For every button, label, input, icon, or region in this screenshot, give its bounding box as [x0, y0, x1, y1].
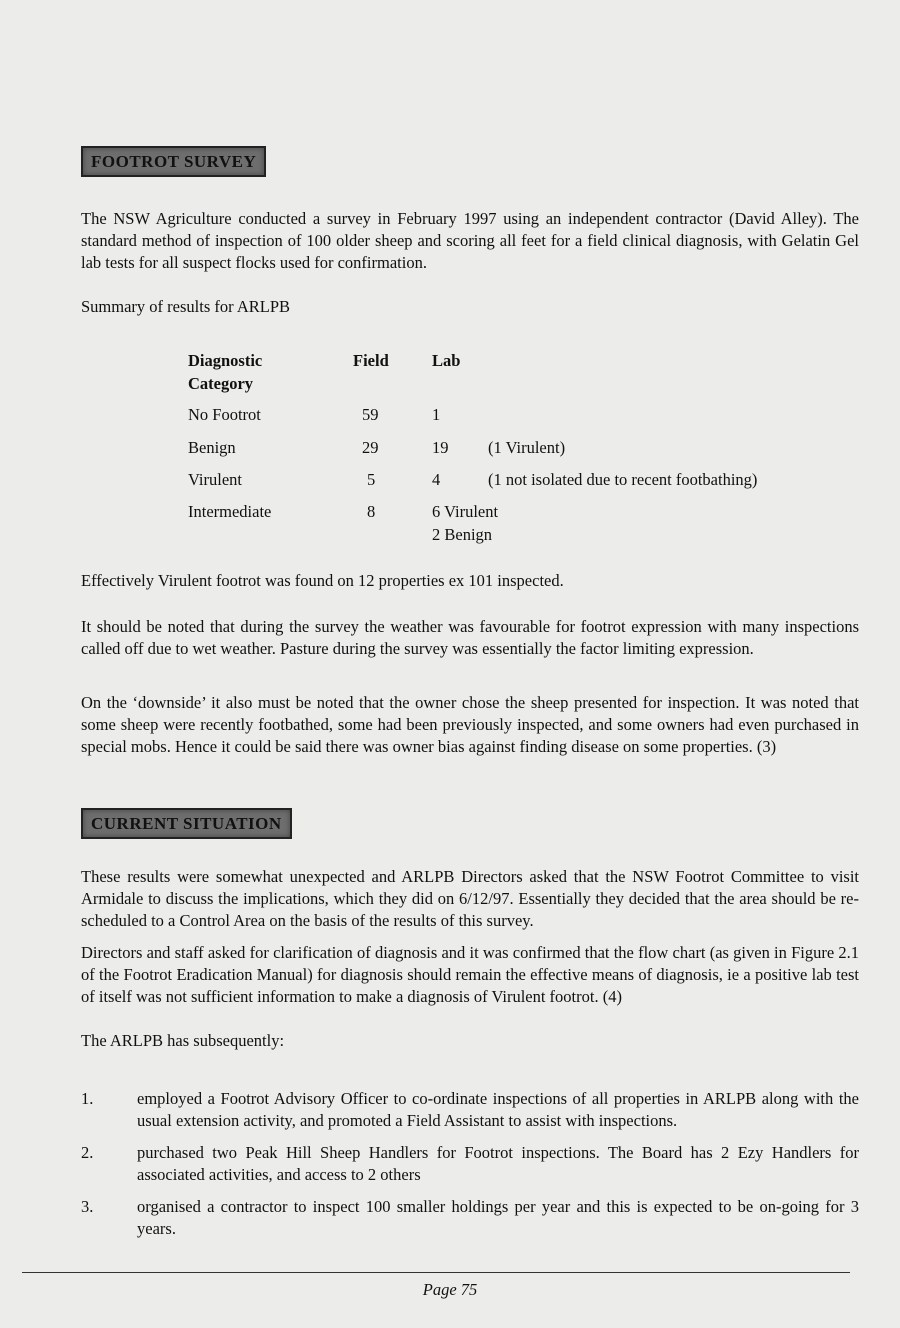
table-row-field: 8 [367, 502, 376, 521]
table-header-category-line2: Category [188, 374, 254, 393]
table-row-lab: 1 [432, 405, 441, 424]
section-heading-footrot-survey: FOOTROT SURVEY [81, 146, 266, 177]
table-row-lab: 6 Virulent [432, 502, 499, 521]
table-row-category: Virulent [188, 470, 242, 489]
effective-virulent-statement: Effectively Virulent footrot was found on 12 properties ex 101 inspected. [81, 571, 564, 590]
list-item: purchased two Peak Hill Sheep Handlers for Footrot inspections. The Board has 2 Ezy Handlers for associated activities, and access to 2 others [137, 1143, 859, 1184]
table-row-note: (1 Virulent) [488, 438, 566, 457]
table-row-field: 29 [362, 438, 379, 457]
section-heading-current-situation: CURRENT SITUATION [81, 808, 292, 839]
table-header-category: Diagnostic [188, 351, 263, 370]
table-row-lab: 19 [432, 438, 449, 457]
table-row-note: (1 not isolated due to recent footbathing) [488, 470, 758, 489]
directors-paragraph: Directors and staff asked for clarification of diagnosis and it was confirmed that the flow chart (as given in Figure 2.1 of the Footrot Eradication Manual) for diagnosis should remain the effective means of diagnosis, ie a positive lab test of itself was not sufficient information to make a diagnosis of Virulent footrot. (4) [81, 943, 859, 1006]
page-number: Page 75 [422, 1280, 478, 1299]
table-header-field: Field [353, 351, 389, 370]
downside-paragraph: On the ‘downside’ it also must be noted that the owner chose the sheep presented for inspection. It was noted that some sheep were recently footbathed, some had been previously inspected, and some owners had even purchased in special mobs. Hence it could be said there was owner bias against finding disease on some properties. (3) [81, 693, 859, 756]
results-paragraph: These results were somewhat unexpected and ARLPB Directors asked that the NSW Footrot Committee to visit Armidale to discuss the implications, which they did on 6/12/97. Essentially they decided that the area should be re-scheduled to a Control Area on the basis of the results of this survey. [81, 867, 859, 930]
list-item: organised a contractor to inspect 100 smaller holdings per year and this is expected to be on-going for 3 years. [137, 1197, 859, 1238]
table-row-field: 5 [367, 470, 376, 489]
table-row-category: Intermediate [188, 502, 272, 521]
weather-paragraph: It should be noted that during the survey the weather was favourable for footrot expression with many inspections called off due to wet weather. Pasture during the survey was essentially the factor limiting expression. [81, 617, 859, 658]
table-row-lab-line2: 2 Benign [432, 525, 493, 544]
list-item-number: 1. [81, 1089, 94, 1108]
footer-divider [22, 1272, 850, 1273]
list-item-number: 3. [81, 1197, 94, 1216]
list-item: employed a Footrot Advisory Officer to co-ordinate inspections of all properties in ARLPB along with the usual extension activity, and promoted a Field Assistant to assist with inspections. [137, 1089, 859, 1130]
summary-label: Summary of results for ARLPB [81, 297, 290, 316]
table-row-field: 59 [362, 405, 379, 424]
survey-intro-paragraph: The NSW Agriculture conducted a survey in February 1997 using an independent contractor (David Alley). The standard method of inspection of 100 older sheep and scoring all feet for a field clinical diagnosis, with Gelatin Gel lab tests for all suspect flocks used for confirmation. [81, 209, 859, 272]
table-row-category: No Footrot [188, 405, 261, 424]
subsequently-label: The ARLPB has subsequently: [81, 1031, 285, 1050]
list-item-number: 2. [81, 1143, 94, 1162]
table-row-category: Benign [188, 438, 236, 457]
table-row-lab: 4 [432, 470, 441, 489]
table-header-lab: Lab [432, 351, 461, 370]
